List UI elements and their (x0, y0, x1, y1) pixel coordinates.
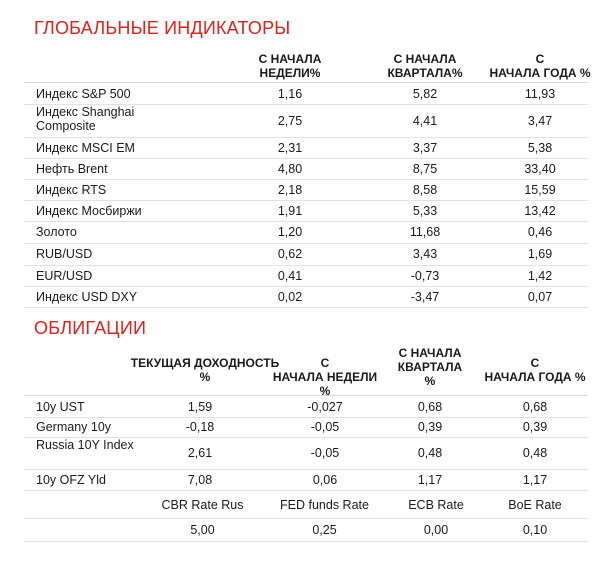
table-row (24, 179, 588, 201)
row-label: Индекс USD DXY (36, 290, 138, 304)
value-week: -0,05 (310, 446, 340, 460)
value-quarter: 0,48 (417, 446, 443, 460)
value-yield: 7,08 (187, 473, 213, 487)
value-yield: 1,59 (187, 400, 213, 414)
table-row (24, 158, 588, 180)
table-row (24, 469, 588, 491)
value-year: 1,17 (522, 473, 548, 487)
rate-value: 0,00 (423, 523, 449, 537)
table-row (24, 137, 588, 159)
row-label: Индекс RTS (36, 183, 107, 197)
row-label: Russia 10Y Index (36, 438, 134, 452)
row-label: Нефть Brent (36, 162, 108, 176)
value-quarter: 4,41 (412, 114, 438, 128)
table-row (24, 82, 588, 105)
rate-label: FED funds Rate (280, 498, 369, 512)
table-row (24, 103, 588, 138)
row-label: Germany 10y (36, 420, 112, 434)
rates-header-row (24, 490, 588, 519)
table-row (24, 416, 588, 438)
value-week: 0,41 (277, 269, 303, 283)
row-label: Индекс S&P 500 (36, 87, 131, 101)
value-week: 1,20 (277, 225, 303, 239)
table-row (24, 243, 588, 266)
value-year: 1,69 (527, 247, 553, 261)
rate-value: 5,00 (190, 523, 215, 537)
row-label: EUR/USD (36, 269, 93, 283)
value-year: 33,40 (524, 162, 556, 176)
rate-value: 0,10 (522, 523, 548, 537)
row-label: Индекс Мосбиржи (36, 204, 142, 218)
value-week: 1,16 (277, 87, 303, 101)
rate-label: ECB Rate (408, 498, 464, 512)
header-year: С НАЧАЛА ГОДА % (489, 52, 591, 80)
value-year: 0,48 (522, 446, 548, 460)
header-week: С НАЧАЛА НЕДЕЛИ% (258, 52, 322, 80)
value-quarter: 5,82 (412, 87, 438, 101)
rate-value: 0,25 (312, 523, 337, 537)
value-quarter: 0,39 (417, 420, 443, 434)
table-row (24, 221, 588, 244)
value-week: -0,027 (307, 400, 343, 414)
row-label: Индекс MSCI EM (36, 141, 135, 155)
section-title-global-indicators: ГЛОБАЛЬНЫЕ ИНДИКАТОРЫ (34, 18, 291, 38)
value-quarter: 1,17 (417, 473, 443, 487)
value-yield: 2,61 (187, 446, 213, 460)
section-title-bonds: ОБЛИГАЦИИ (34, 318, 147, 338)
row-label: Индекс Shanghai Composite (36, 105, 135, 133)
value-year: 0,07 (527, 290, 553, 304)
table-row (24, 265, 588, 287)
table-row (24, 286, 588, 308)
value-week: 1,91 (277, 204, 303, 218)
rates-value-row (24, 519, 588, 542)
value-week: 2,18 (277, 183, 303, 197)
value-week: 2,31 (277, 141, 303, 155)
value-week: 0,62 (277, 247, 303, 261)
value-quarter: 0,68 (417, 400, 443, 414)
rate-label: BoE Rate (508, 498, 562, 512)
header-bonds-week: С НАЧАЛА НЕДЕЛИ % (272, 356, 378, 398)
row-label: 10y OFZ Yld (36, 473, 106, 487)
header-bonds-year: С НАЧАЛА ГОДА % (484, 356, 586, 384)
table-row (24, 200, 588, 222)
value-year: 1,42 (527, 269, 553, 283)
value-year: 15,59 (524, 183, 556, 197)
value-quarter: 8,58 (412, 183, 438, 197)
row-label: RUB/USD (36, 247, 93, 261)
value-quarter: 11,68 (409, 225, 441, 239)
row-label: 10y UST (36, 400, 85, 414)
value-quarter: 8,75 (412, 162, 438, 176)
value-quarter: -0,73 (410, 269, 440, 283)
value-quarter: 3,43 (412, 247, 438, 261)
value-year: 0,46 (527, 225, 553, 239)
value-quarter: -3,47 (410, 290, 440, 304)
value-year: 3,47 (527, 114, 553, 128)
value-year: 13,42 (524, 204, 556, 218)
value-quarter: 3,37 (412, 141, 438, 155)
value-week: 2,75 (277, 114, 303, 128)
value-year: 0,39 (522, 420, 548, 434)
header-quarter: С НАЧАЛА КВАРТАЛА% (387, 52, 463, 80)
table-row (24, 395, 588, 418)
header-bonds-quarter: С НАЧАЛА КВАРТАЛА % (397, 346, 463, 388)
value-year: 5,38 (527, 141, 553, 155)
value-week: 0,02 (277, 290, 303, 304)
value-week: 0,06 (312, 473, 338, 487)
value-year: 0,68 (522, 400, 548, 414)
row-label: Золото (36, 225, 77, 239)
value-week: -0,05 (310, 420, 340, 434)
value-yield: -0,18 (185, 420, 215, 434)
header-current-yield: ТЕКУЩАЯ ДОХОДНОСТЬ % (130, 356, 280, 384)
value-year: 11,93 (524, 87, 556, 101)
value-week: 4,80 (277, 162, 303, 176)
rate-label: CBR Rate Rus (161, 498, 244, 512)
table-row (24, 437, 588, 470)
value-quarter: 5,33 (412, 204, 438, 218)
